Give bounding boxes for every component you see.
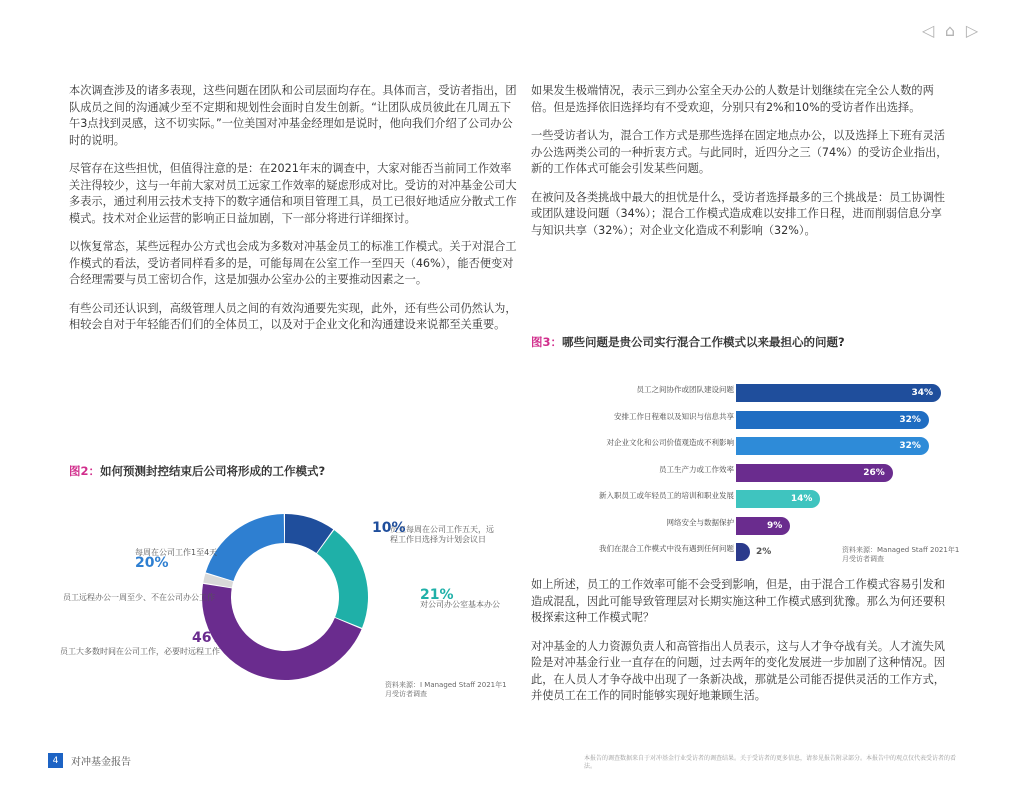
bar-label: 员工生产力或工作效率 (659, 464, 734, 474)
bar-value-label: 2% (756, 547, 772, 557)
figure-2-source: 资料来源：Ⅰ Managed Staff 2021年1月受访者调查 (385, 681, 507, 698)
slice-label (135, 548, 245, 570)
figure-2-title (69, 463, 325, 479)
slice-label (63, 593, 223, 603)
bar-label: 员工之间协作或团队建设问题 (636, 385, 734, 394)
paragraph: 尽管存在这些担忧，但值得注意的是：在2021年末的调查中，大家对能否当前同工作效率关注得较少，这与一年前大家对员工远家工作效率的疑虑形成对比。受访的对冲基金公司大多表示，通过利用云技术支持下的数字通信和项目管理工具，员工已很好地适应分散式工作模式。技术对企业运营的影响正日益加剧，下一部分将进行详细探讨。 (69, 162, 517, 225)
paragraph: 本次调查涉及的诸多表现，这些问题在团队和公司层面均存在。具体而言，受访者指出，团队成员之间的沟通减少至不定期和规划性会面时自发生创新。“让团队成员彼此在几周五下午3点找到灵感，这不切实际。”一位美国对冲基金经理如是说时，他向我们介绍了公司办公时的说明。 (69, 84, 517, 147)
bar (736, 517, 790, 535)
slice-label (60, 630, 230, 657)
slice-name: 对公司办公室基本办公 (420, 600, 500, 609)
bar (736, 464, 893, 482)
paragraph: 以恢复常态，某些远程办公方式也会成为多数对冲基金员工的标准工作模式。关于对混合工作模式的看法，受访者同样看多的是，可能每周在公室工作一至四天（46%），能否便变对合经理需要与员工密切合作，这是加强办公室办公的主要推动因素之一。 (69, 240, 517, 286)
bar-label: 网络安全与数据保护 (666, 517, 734, 527)
slice-value: 21% (420, 587, 454, 603)
paragraph: 如上所述，员工的工作效率可能不会受到影响，但是，由于混合工作模式容易引发和造成混乱，因此可能导致管理层对长期实施这种工作模式感到犹豫。那么为何还要积极探索这种工作模式呢？ (531, 578, 945, 624)
previous-page-icon[interactable]: ◁ (921, 20, 935, 40)
bar (736, 543, 772, 561)
page-footer (48, 753, 131, 768)
bar-value-label: 32% (899, 414, 921, 425)
bar-label: 对企业文化和公司价值观造成不利影响 (606, 438, 734, 447)
report-title: 对冲基金报告 (71, 757, 131, 768)
bar-row (536, 407, 956, 434)
bar (736, 384, 941, 402)
figure-caption: 哪些问题是贵公司实行混合工作模式以来最担心的问题? (562, 335, 845, 349)
slice-value: 20% (135, 555, 169, 571)
paragraph: 一些受访者认为，混合工作方式是那些选择在固定地点办公，以及选择上下班有灵活办公选两类公司的一种折衷方式。与此同时，近四分之三（74%）的受访企业指出，新的工作体式可能会引发某些问题。 (531, 129, 948, 175)
bar (736, 437, 929, 455)
bar-row (536, 433, 956, 460)
bar-label: 我们在混合工作模式中没有遇到任何问题 (599, 544, 734, 553)
paragraph: 对冲基金的人力资源负责人和高管指出人员表示，这与人才争夺战有关。人才流失风险是对冲基金行业一直存在的问题，过去两年的变化发展进一步加剧了这种情况。因此，在人员人才争夺战中出现了一条新决战，那就是公司能否提供灵活的工作方式，并使员工在工作的同时能够实现好地兼顾生活。 (531, 639, 945, 702)
slice-name: 员工远程办公一周至少、不在公司办公工作 (63, 593, 215, 602)
bar-value-label: 14% (790, 494, 813, 504)
slice-name: 每周在公司工作1至4天 (135, 548, 218, 557)
bar-label: 安排工作日程难以及知识与信息共享 (614, 411, 734, 421)
slice-label (420, 587, 515, 610)
right-column-lower (531, 577, 956, 717)
slice-value: 46% (192, 630, 226, 646)
next-page-icon[interactable]: ▷ (965, 20, 979, 40)
paragraph: 有些公司还认识到，高级管理人员之间的有效沟通要先实现，此外，还有些公司仍然认为，相较会自对于年轻能否们们的全体员工，以及对于企业文化和沟通建设来说都至关重要。 (69, 301, 517, 331)
bar (736, 490, 820, 508)
slice-name: 员工大多数时间在公司工作，必要时远程工作 (60, 647, 220, 656)
bar-value-label: 32% (899, 441, 921, 451)
bar-chart (536, 380, 956, 566)
donut-chart (55, 485, 515, 715)
paragraph: 在被问及各类挑战中最大的担忧是什么，受访者选择最多的三个挑战是：员工协调性或团队建设问题（34%）；混合工作模式造成难以安排工作日程，进而削弱信息分享与知识共享（32%）；对企业文化造成不利影响（32%）。 (531, 190, 945, 237)
figure-3-title (531, 334, 845, 350)
figure-caption: 如何预测封控结束后公司将形成的工作模式? (100, 464, 326, 478)
slice-name: 员工每周在公司工作五天，远程工作日选择为计划会议日 (390, 525, 494, 544)
donut-slice (317, 530, 368, 628)
bar (736, 411, 929, 429)
figure-number: 图2： (69, 464, 101, 478)
footnote: 本报告的调查数据来自于对冲基金行业受访者的调查结果。关于受访者的更多信息，请参见报告附录部分。本报告中的观点仅代表受访者的看法。 (584, 755, 957, 770)
bar-value-label: 9% (766, 520, 783, 531)
bar-label: 新入职员工或年轻员工的培训和职业发展 (599, 491, 734, 500)
left-column (69, 83, 517, 346)
bar-row (536, 513, 956, 540)
page-number: 4 (48, 753, 63, 768)
bar-row (536, 460, 956, 487)
bar-row (536, 380, 956, 407)
slice-value: 10% (372, 520, 406, 536)
home-icon[interactable]: ⌂ (944, 20, 956, 40)
figure-3-source: 资料来源：Managed Staff 2021年1月受访者调查 (842, 546, 960, 563)
figure-number: 图3： (531, 335, 563, 349)
right-column (531, 83, 951, 251)
page-navigation (918, 20, 982, 40)
slice-label (372, 520, 500, 545)
bar-value-label: 34% (911, 388, 933, 398)
bar-value-label: 26% (863, 467, 885, 478)
donut-slice (202, 584, 362, 680)
bar-row (536, 486, 956, 513)
paragraph: 如果发生极端情况，表示三到办公室全天办公的人数是计划继续在完全公人数的两倍。但是选择依旧选择均有不受欢迎，分别只有2%和10%的受访者作出选择。 (531, 84, 934, 114)
